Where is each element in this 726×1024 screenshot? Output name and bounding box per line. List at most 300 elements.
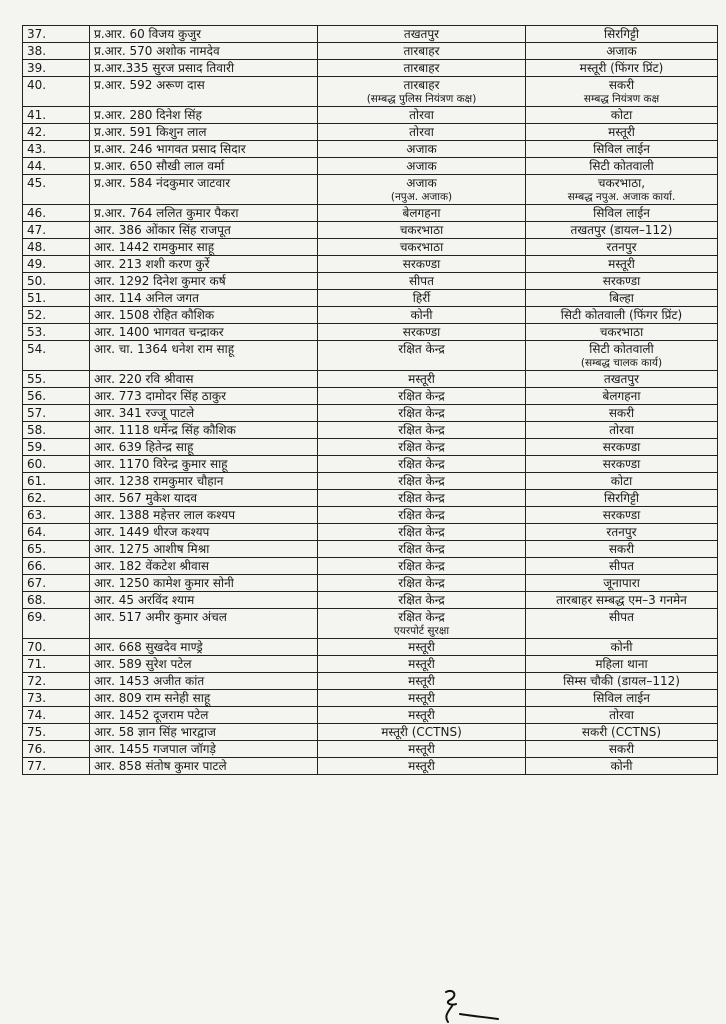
employee-name-text: आर. 1275 आशीष मिश्रा (94, 542, 210, 556)
serial-number-cell (23, 124, 90, 141)
current-posting-text: अजाक (406, 159, 437, 173)
table-row (23, 77, 718, 107)
current-posting-text: सरकण्डा (402, 257, 441, 271)
new-posting-text: बेलगहना (602, 389, 641, 403)
serial-number-cell (23, 60, 90, 77)
serial-number-cell (23, 324, 90, 341)
new-posting-cell (526, 290, 718, 307)
current-posting-cell (318, 609, 526, 639)
serial-number-text: 47. (27, 223, 47, 237)
employee-name-cell (90, 158, 318, 175)
employee-name-text: आर. 668 सुखदेव माण्ड्रे (94, 640, 203, 654)
current-posting-cell (318, 60, 526, 77)
employee-name-cell (90, 490, 318, 507)
employee-name-text: प्र.आर. 280 दिनेश सिंह (94, 108, 202, 122)
employee-name-cell (90, 673, 318, 690)
serial-number-cell (23, 439, 90, 456)
employee-name-cell (90, 60, 318, 77)
employee-name-text: आर. 1400 भागवत चन्द्राकर (94, 325, 224, 339)
new-posting-note: सम्बद्ध नियंत्रण कक्ष (583, 93, 660, 105)
table-row (23, 273, 718, 290)
employee-name-cell (90, 371, 318, 388)
employee-name-text: आर. चा. 1364 धनेश राम साहू (94, 342, 235, 356)
table-row (23, 307, 718, 324)
current-posting-text: रक्षित केन्द्र (398, 342, 445, 356)
employee-name-text: आर. 220 रवि श्रीवास (94, 372, 194, 386)
new-posting-text: मस्तूरी (फिंगर प्रिंट) (579, 61, 664, 75)
current-posting-text: चकरभाठा (399, 240, 444, 254)
current-posting-text: रक्षित केन्द्र (398, 457, 445, 471)
new-posting-text: तोरवा (609, 423, 634, 437)
serial-number-text: 72. (27, 674, 47, 688)
current-posting-cell (318, 205, 526, 222)
table-row (23, 439, 718, 456)
new-posting-cell (526, 205, 718, 222)
current-posting-text: रक्षित केन्द्र (398, 474, 445, 488)
table-row (23, 222, 718, 239)
new-posting-cell (526, 273, 718, 290)
current-posting-cell (318, 639, 526, 656)
table-row (23, 371, 718, 388)
serial-number-cell (23, 141, 90, 158)
employee-name-text: आर. 386 ओंकार सिंह राजपूत (94, 223, 231, 237)
current-posting-cell (318, 239, 526, 256)
current-posting-cell (318, 341, 526, 371)
employee-name-cell (90, 439, 318, 456)
new-posting-text: सकरी (608, 742, 635, 756)
new-posting-cell (526, 43, 718, 60)
employee-name-cell (90, 175, 318, 205)
new-posting-cell (526, 541, 718, 558)
new-posting-text: सिम्स चौकी (डायल–112) (563, 674, 680, 688)
new-posting-text: तखतपुर (डायल–112) (570, 223, 673, 237)
serial-number-cell (23, 575, 90, 592)
current-posting-cell (318, 405, 526, 422)
employee-name-text: आर. 1449 धीरज कश्यप (94, 525, 210, 539)
employee-name-cell (90, 273, 318, 290)
current-posting-cell (318, 371, 526, 388)
current-posting-cell (318, 724, 526, 741)
new-posting-text: सिविल लाईन (593, 691, 650, 705)
serial-number-text: 39. (27, 61, 47, 75)
employee-name-text: आर. 45 अरविंद श्याम (94, 593, 195, 607)
new-posting-cell (526, 341, 718, 371)
serial-number-cell (23, 758, 90, 775)
serial-number-cell (23, 541, 90, 558)
current-posting-text: तारबाहर (403, 44, 440, 58)
table-row (23, 741, 718, 758)
current-posting-text: तोरवा (409, 125, 434, 139)
employee-name-text: आर. 1455 गजपाल जॉगड़े (94, 742, 216, 756)
serial-number-cell (23, 609, 90, 639)
current-posting-note: एयरपोर्ट सुरक्षा (393, 625, 450, 637)
current-posting-cell (318, 507, 526, 524)
serial-number-text: 55. (27, 372, 47, 386)
serial-number-cell (23, 507, 90, 524)
new-posting-text: तखतपुर (603, 372, 640, 386)
new-posting-text: सिरगिट्टी (604, 27, 639, 41)
serial-number-text: 37. (27, 27, 47, 41)
serial-number-text: 66. (27, 559, 47, 573)
new-posting-cell (526, 592, 718, 609)
serial-number-text: 71. (27, 657, 47, 671)
new-posting-text: सकरी (CCTNS) (581, 725, 662, 739)
serial-number-text: 48. (27, 240, 47, 254)
new-posting-cell (526, 639, 718, 656)
employee-name-cell (90, 690, 318, 707)
new-posting-cell (526, 558, 718, 575)
employee-name-cell (90, 205, 318, 222)
current-posting-cell (318, 324, 526, 341)
table-row (23, 673, 718, 690)
current-posting-text: रक्षित केन्द्र (398, 491, 445, 505)
employee-name-text: प्र.आर. 584 नंदकुमार जाटवार (94, 176, 231, 190)
table-row (23, 290, 718, 307)
new-posting-text: बिल्हा (609, 291, 634, 305)
serial-number-text: 45. (27, 176, 47, 190)
employee-name-cell (90, 456, 318, 473)
new-posting-cell (526, 575, 718, 592)
table-row (23, 592, 718, 609)
new-posting-text: सकरी (608, 78, 635, 92)
new-posting-text: कोटा (610, 474, 633, 488)
serial-number-text: 40. (27, 78, 47, 92)
new-posting-cell (526, 77, 718, 107)
serial-number-cell (23, 656, 90, 673)
new-posting-cell (526, 141, 718, 158)
serial-number-cell (23, 26, 90, 43)
employee-name-text: आर. 773 दामोदर सिंह ठाकुर (94, 389, 226, 403)
current-posting-text: मस्तूरी (408, 708, 435, 722)
employee-name-cell (90, 43, 318, 60)
employee-name-cell (90, 256, 318, 273)
new-posting-text: महिला थाना (595, 657, 648, 671)
new-posting-cell (526, 256, 718, 273)
current-posting-text: मस्तूरी (408, 674, 435, 688)
new-posting-cell (526, 490, 718, 507)
serial-number-cell (23, 307, 90, 324)
employee-name-text: आर. 114 अनिल जगत (94, 291, 199, 305)
serial-number-text: 41. (27, 108, 47, 122)
current-posting-text: सरकण्डा (402, 325, 441, 339)
table-row (23, 490, 718, 507)
table-row (23, 141, 718, 158)
current-posting-cell (318, 439, 526, 456)
new-posting-cell (526, 690, 718, 707)
current-posting-text: मस्तूरी (408, 691, 435, 705)
serial-number-text: 60. (27, 457, 47, 471)
current-posting-cell (318, 541, 526, 558)
current-posting-cell (318, 707, 526, 724)
employee-name-text: आर. 1388 महेत्तर लाल कश्यप (94, 508, 236, 522)
employee-name-text: आर. 1238 रामकुमार चौहान (94, 474, 224, 488)
serial-number-cell (23, 490, 90, 507)
employee-name-cell (90, 77, 318, 107)
serial-number-text: 51. (27, 291, 47, 305)
employee-name-cell (90, 124, 318, 141)
new-posting-text: मस्तूरी (608, 125, 635, 139)
current-posting-cell (318, 273, 526, 290)
employee-name-cell (90, 507, 318, 524)
current-posting-text: मस्तूरी (408, 657, 435, 671)
employee-name-text: आर. 1442 रामकुमार साहू (94, 240, 215, 254)
employee-name-cell (90, 541, 318, 558)
current-posting-text: कोनी (410, 308, 433, 322)
new-posting-note: (सम्बद्ध चालक कार्य) (580, 357, 663, 369)
table-row (23, 60, 718, 77)
current-posting-note: (सम्बद्ध पुलिस नियंत्रण कक्ष) (366, 93, 477, 105)
employee-name-cell (90, 422, 318, 439)
current-posting-cell (318, 388, 526, 405)
employee-name-text: आर. 639 हितेन्द्र साहू (94, 440, 194, 454)
new-posting-cell (526, 507, 718, 524)
current-posting-text: बेलगहना (402, 206, 441, 220)
new-posting-cell (526, 524, 718, 541)
new-posting-cell (526, 388, 718, 405)
new-posting-text: रतनपुर (606, 240, 637, 254)
table-row (23, 724, 718, 741)
serial-number-text: 52. (27, 308, 47, 322)
table-row (23, 609, 718, 639)
serial-number-text: 38. (27, 44, 47, 58)
table-row (23, 341, 718, 371)
current-posting-cell (318, 290, 526, 307)
current-posting-text: अजाक (406, 176, 437, 190)
transfer-list-table (22, 25, 718, 775)
serial-number-cell (23, 239, 90, 256)
serial-number-text: 57. (27, 406, 47, 420)
employee-name-text: आर. 182 वेंकटेश श्रीवास (94, 559, 209, 573)
current-posting-text: सीपत (409, 274, 434, 288)
serial-number-cell (23, 256, 90, 273)
new-posting-cell (526, 609, 718, 639)
new-posting-cell (526, 307, 718, 324)
employee-name-cell (90, 524, 318, 541)
employee-name-text: प्र.आर. 592 अरूण दास (94, 78, 205, 92)
new-posting-text: तोरवा (609, 708, 634, 722)
employee-name-cell (90, 656, 318, 673)
serial-number-text: 62. (27, 491, 47, 505)
employee-name-text: आर. 1292 दिनेश कुमार कर्ष (94, 274, 226, 288)
table-row (23, 541, 718, 558)
new-posting-cell (526, 26, 718, 43)
serial-number-text: 42. (27, 125, 47, 139)
serial-number-cell (23, 205, 90, 222)
serial-number-text: 67. (27, 576, 47, 590)
serial-number-text: 63. (27, 508, 47, 522)
new-posting-text: सकरी (608, 406, 635, 420)
new-posting-cell (526, 175, 718, 205)
current-posting-text: तखतपुर (403, 27, 440, 41)
new-posting-text: चकरभाठा (599, 325, 644, 339)
new-posting-text: सरकण्डा (602, 440, 641, 454)
table-row (23, 758, 718, 775)
new-posting-text: कोटा (610, 108, 633, 122)
current-posting-text: रक्षित केन्द्र (398, 559, 445, 573)
employee-name-text: प्र.आर. 591 किशुन लाल (94, 125, 207, 139)
new-posting-text: रतनपुर (606, 525, 637, 539)
serial-number-text: 69. (27, 610, 47, 624)
employee-name-text: आर. 1453 अजीत कांत (94, 674, 205, 688)
new-posting-cell (526, 324, 718, 341)
table-row (23, 639, 718, 656)
current-posting-cell (318, 656, 526, 673)
current-posting-text: तारबाहर (403, 78, 440, 92)
serial-number-text: 75. (27, 725, 47, 739)
table-row (23, 256, 718, 273)
employee-name-cell (90, 107, 318, 124)
current-posting-cell (318, 422, 526, 439)
employee-name-cell (90, 141, 318, 158)
current-posting-cell (318, 524, 526, 541)
employee-name-text: आर. 213 शशी करण कुर्रे (94, 257, 210, 271)
new-posting-text: सरकण्डा (602, 508, 641, 522)
employee-name-text: प्र.आर. 764 ललित कुमार पैकरा (94, 206, 239, 220)
new-posting-text: सिटी कोतवाली (फिंगर प्रिंट) (560, 308, 683, 322)
table-row (23, 107, 718, 124)
new-posting-text: तारबाहर सम्बद्ध एम–3 गनमेन (556, 593, 687, 607)
current-posting-cell (318, 673, 526, 690)
employee-name-cell (90, 758, 318, 775)
new-posting-cell (526, 724, 718, 741)
signature-mark (432, 986, 502, 1024)
serial-number-cell (23, 473, 90, 490)
employee-name-cell (90, 222, 318, 239)
current-posting-note: (नपुअ. अजाक) (390, 191, 453, 203)
employee-name-cell (90, 239, 318, 256)
table-row (23, 175, 718, 205)
employee-name-cell (90, 324, 318, 341)
current-posting-cell (318, 158, 526, 175)
employee-name-text: आर. 341 रज्जू पाटले (94, 406, 195, 420)
employee-name-text: आर. 1250 कामेश कुमार सोनी (94, 576, 234, 590)
current-posting-text: अजाक (406, 142, 437, 156)
serial-number-cell (23, 273, 90, 290)
serial-number-cell (23, 290, 90, 307)
employee-name-text: प्र.आर.335 सुरज प्रसाद तिवारी (94, 61, 235, 75)
serial-number-cell (23, 724, 90, 741)
table-row (23, 205, 718, 222)
new-posting-text: सरकण्डा (602, 274, 641, 288)
new-posting-cell (526, 371, 718, 388)
new-posting-text: सिटी कोतवाली (589, 342, 654, 356)
new-posting-text: चकरभाठा, (597, 176, 646, 190)
new-posting-cell (526, 673, 718, 690)
current-posting-text: रक्षित केन्द्र (398, 406, 445, 420)
employee-name-cell (90, 724, 318, 741)
new-posting-cell (526, 222, 718, 239)
current-posting-text: रक्षित केन्द्र (398, 423, 445, 437)
employee-name-text: प्र.आर. 60 विजय कुजुर (94, 27, 202, 41)
new-posting-cell (526, 405, 718, 422)
new-posting-cell (526, 758, 718, 775)
current-posting-cell (318, 473, 526, 490)
new-posting-cell (526, 439, 718, 456)
current-posting-cell (318, 222, 526, 239)
current-posting-text: मस्तूरी (408, 372, 435, 386)
table-row (23, 124, 718, 141)
table-row (23, 324, 718, 341)
employee-name-cell (90, 592, 318, 609)
serial-number-text: 68. (27, 593, 47, 607)
current-posting-text: रक्षित केन्द्र (398, 389, 445, 403)
new-posting-cell (526, 239, 718, 256)
serial-number-cell (23, 707, 90, 724)
table-row (23, 707, 718, 724)
serial-number-cell (23, 592, 90, 609)
employee-name-text: आर. 809 राम सनेही साहू (94, 691, 211, 705)
current-posting-cell (318, 592, 526, 609)
serial-number-text: 76. (27, 742, 47, 756)
serial-number-cell (23, 222, 90, 239)
serial-number-cell (23, 341, 90, 371)
employee-name-cell (90, 290, 318, 307)
serial-number-cell (23, 524, 90, 541)
new-posting-cell (526, 656, 718, 673)
new-posting-cell (526, 107, 718, 124)
employee-name-text: आर. 567 मुकेश यादव (94, 491, 197, 505)
current-posting-text: रक्षित केन्द्र (398, 593, 445, 607)
serial-number-cell (23, 77, 90, 107)
new-posting-text: सिविल लाईन (593, 206, 650, 220)
table-row (23, 558, 718, 575)
current-posting-cell (318, 307, 526, 324)
table-row (23, 388, 718, 405)
current-posting-cell (318, 77, 526, 107)
employee-name-text: आर. 1118 धर्मेन्द्र सिंह कौशिक (94, 423, 236, 437)
table-row (23, 690, 718, 707)
current-posting-text: रक्षित केन्द्र (398, 542, 445, 556)
serial-number-text: 50. (27, 274, 47, 288)
new-posting-cell (526, 741, 718, 758)
new-posting-text: कोनी (610, 640, 633, 654)
serial-number-cell (23, 690, 90, 707)
current-posting-cell (318, 490, 526, 507)
serial-number-cell (23, 673, 90, 690)
current-posting-cell (318, 558, 526, 575)
serial-number-text: 54. (27, 342, 47, 356)
employee-name-cell (90, 26, 318, 43)
employee-name-text: आर. 517 अमीर कुमार अंचल (94, 610, 227, 624)
current-posting-text: तोरवा (409, 108, 434, 122)
serial-number-cell (23, 741, 90, 758)
serial-number-text: 61. (27, 474, 47, 488)
table-row (23, 507, 718, 524)
new-posting-text: अजाक (606, 44, 637, 58)
employee-name-text: प्र.आर. 650 सौखी लाल वर्मा (94, 159, 225, 173)
serial-number-text: 73. (27, 691, 47, 705)
employee-name-cell (90, 341, 318, 371)
table-row (23, 158, 718, 175)
new-posting-text: सिविल लाईन (593, 142, 650, 156)
new-posting-text: सिटी कोतवाली (589, 159, 654, 173)
new-posting-text: सकरी (608, 542, 635, 556)
serial-number-text: 74. (27, 708, 47, 722)
table-row (23, 26, 718, 43)
serial-number-text: 44. (27, 159, 47, 173)
employee-name-text: आर. 589 सुरेश पटेल (94, 657, 192, 671)
table-row (23, 575, 718, 592)
table-row (23, 656, 718, 673)
current-posting-cell (318, 256, 526, 273)
table-row (23, 239, 718, 256)
employee-name-cell (90, 558, 318, 575)
new-posting-text: सिरगिट्टी (604, 491, 639, 505)
current-posting-text: मस्तूरी (408, 742, 435, 756)
current-posting-cell (318, 175, 526, 205)
serial-number-text: 65. (27, 542, 47, 556)
employee-name-cell (90, 639, 318, 656)
